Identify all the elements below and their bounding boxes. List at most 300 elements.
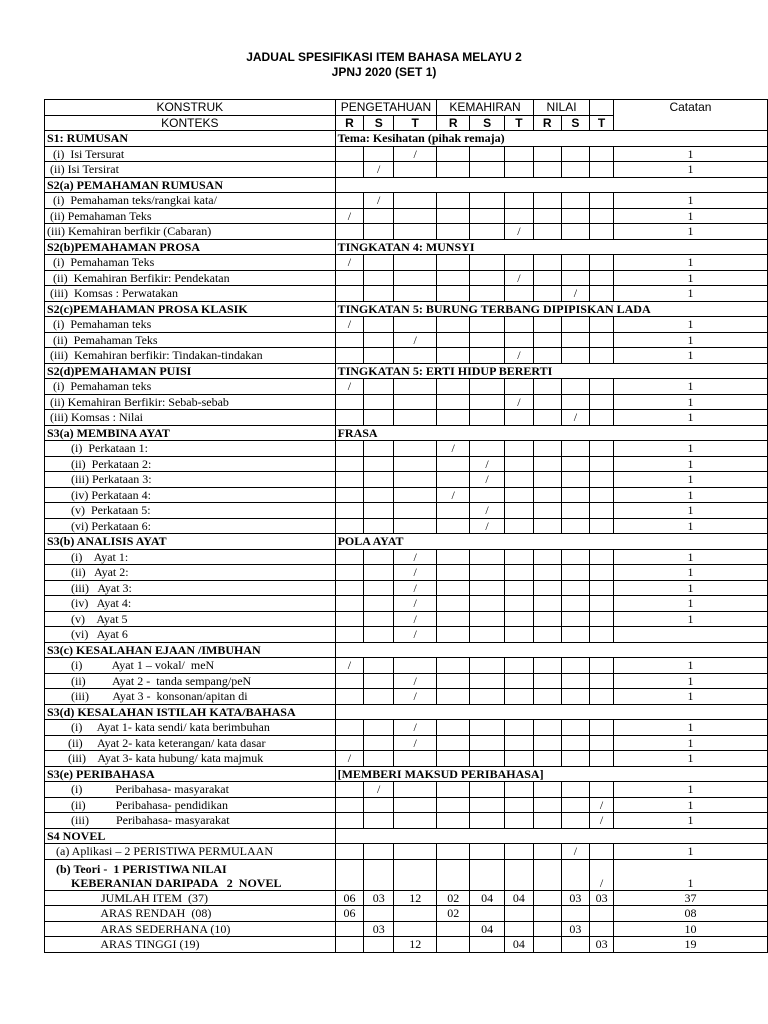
mark-cell — [590, 270, 614, 286]
mark-cell: 04 — [470, 921, 505, 937]
mark-cell — [533, 627, 561, 643]
row-label: (iii) Komsas : Perwatakan — [45, 286, 336, 302]
mark-cell — [505, 859, 534, 890]
mark-cell — [437, 332, 470, 348]
mark-cell: / — [470, 472, 505, 488]
mark-cell — [437, 270, 470, 286]
mark-cell — [533, 689, 561, 705]
mark-cell — [561, 162, 590, 178]
table-row — [45, 348, 768, 364]
mark-cell — [394, 472, 437, 488]
mark-cell — [335, 348, 364, 364]
mark-cell: / — [394, 673, 437, 689]
mark-cell — [394, 379, 437, 395]
mark-cell — [394, 751, 437, 767]
mark-cell — [561, 797, 590, 813]
mark-cell — [533, 317, 561, 333]
mark-cell — [364, 689, 394, 705]
header-sub-r: R — [437, 115, 470, 131]
table-row — [45, 286, 768, 302]
header-blank — [590, 100, 614, 116]
mark-cell — [505, 410, 534, 426]
catatan-cell: 10 — [613, 921, 767, 937]
section-title: S3(d) KESALAHAN ISTILAH KATA/BAHASA — [45, 704, 336, 720]
mark-cell — [364, 146, 394, 162]
row-label: (iii) Komsas : Nilai — [45, 410, 336, 426]
mark-cell — [394, 797, 437, 813]
mark-cell — [335, 921, 364, 937]
mark-cell: / — [561, 844, 590, 860]
mark-cell — [561, 255, 590, 271]
mark-cell — [533, 658, 561, 674]
mark-cell: 04 — [505, 890, 534, 906]
mark-cell — [364, 394, 394, 410]
mark-cell — [505, 813, 534, 829]
mark-cell: / — [505, 348, 534, 364]
mark-cell — [335, 441, 364, 457]
mark-cell — [561, 673, 590, 689]
mark-cell — [335, 487, 364, 503]
mark-cell — [561, 146, 590, 162]
table-row — [45, 658, 768, 674]
mark-cell — [505, 379, 534, 395]
section-context: FRASA — [335, 425, 767, 441]
section-row — [45, 642, 768, 658]
catatan-cell: 08 — [613, 906, 767, 922]
catatan-cell: 1 — [613, 146, 767, 162]
mark-cell — [590, 549, 614, 565]
mark-cell — [505, 720, 534, 736]
mark-cell — [533, 813, 561, 829]
mark-cell — [437, 379, 470, 395]
mark-cell — [590, 487, 614, 503]
row-label: (i) Ayat 1- kata sendi/ kata berimbuhan — [45, 720, 336, 736]
mark-cell — [590, 441, 614, 457]
mark-cell — [590, 146, 614, 162]
mark-cell — [335, 394, 364, 410]
mark-cell — [335, 844, 364, 860]
mark-cell — [561, 518, 590, 534]
row-label: (iii) Kemahiran berfikir (Cabaran) — [45, 224, 336, 240]
mark-cell — [364, 317, 394, 333]
catatan-cell: 1 — [613, 255, 767, 271]
row-label: (iii) Ayat 3: — [45, 580, 336, 596]
mark-cell — [364, 596, 394, 612]
mark-cell — [533, 673, 561, 689]
row-label: (i) Perkataan 1: — [45, 441, 336, 457]
mark-cell — [437, 224, 470, 240]
mark-cell — [437, 689, 470, 705]
mark-cell — [561, 472, 590, 488]
mark-cell — [394, 162, 437, 178]
catatan-cell: 1 — [613, 611, 767, 627]
mark-cell: / — [437, 441, 470, 457]
mark-cell — [505, 456, 534, 472]
mark-cell — [470, 596, 505, 612]
mark-cell — [470, 487, 505, 503]
mark-cell — [590, 565, 614, 581]
mark-cell — [505, 441, 534, 457]
table-row — [45, 782, 768, 798]
header-sub-t: T — [394, 115, 437, 131]
catatan-cell: 1 — [613, 472, 767, 488]
catatan-cell: 1 — [613, 596, 767, 612]
mark-cell — [505, 549, 534, 565]
catatan-cell: 1 — [613, 689, 767, 705]
catatan-cell: 1 — [613, 410, 767, 426]
row-label: (vi) Perkataan 6: — [45, 518, 336, 534]
mark-cell — [364, 797, 394, 813]
section-context: Tema: Kesihatan (pihak remaja) — [335, 131, 767, 147]
row-label: (i) Pemahaman Teks — [45, 255, 336, 271]
mark-cell — [364, 286, 394, 302]
catatan-cell: 19 — [613, 937, 767, 953]
mark-cell — [533, 286, 561, 302]
mark-cell — [505, 782, 534, 798]
mark-cell — [561, 813, 590, 829]
table-row — [45, 689, 768, 705]
catatan-cell: 1 — [613, 456, 767, 472]
header-catatan: Catatan — [613, 100, 767, 131]
section-row — [45, 828, 768, 844]
mark-cell — [533, 472, 561, 488]
catatan-cell: 1 — [613, 270, 767, 286]
section-context: TINGKATAN 5: BURUNG TERBANG DIPIPISKAN LADA — [335, 301, 767, 317]
row-label: ARAS RENDAH (08) — [45, 906, 336, 922]
table-row — [45, 518, 768, 534]
mark-cell — [533, 611, 561, 627]
mark-cell — [437, 208, 470, 224]
row-label-line: (b) Teori - 1 PERISTIWA NILAI — [47, 861, 227, 876]
mark-cell — [394, 270, 437, 286]
catatan-cell: 1 — [613, 844, 767, 860]
mark-cell — [561, 627, 590, 643]
mark-cell — [394, 208, 437, 224]
row-label: (i) Ayat 1 – vokal/ meN — [45, 658, 336, 674]
mark-cell — [364, 735, 394, 751]
mark-cell: / — [335, 751, 364, 767]
mark-cell — [470, 379, 505, 395]
mark-cell — [394, 782, 437, 798]
header-pengetahuan: PENGETAHUAN — [335, 100, 437, 116]
mark-cell — [505, 472, 534, 488]
mark-cell — [533, 270, 561, 286]
mark-cell — [335, 720, 364, 736]
mark-cell: / — [590, 813, 614, 829]
mark-cell — [364, 441, 394, 457]
mark-cell — [533, 596, 561, 612]
section-title: S2(d)PEMAHAMAN PUISI — [45, 363, 336, 379]
catatan-cell — [613, 627, 767, 643]
mark-cell — [394, 348, 437, 364]
mark-cell: 04 — [505, 937, 534, 953]
mark-cell: 02 — [437, 890, 470, 906]
mark-cell — [437, 596, 470, 612]
mark-cell — [470, 751, 505, 767]
catatan-cell: 37 — [613, 890, 767, 906]
mark-cell — [533, 735, 561, 751]
mark-cell — [364, 348, 394, 364]
mark-cell — [561, 937, 590, 953]
header-sub-s: S — [561, 115, 590, 131]
mark-cell — [437, 255, 470, 271]
row-label: (ii) Pemahaman Teks — [45, 332, 336, 348]
mark-cell — [561, 580, 590, 596]
mark-cell — [470, 146, 505, 162]
mark-cell — [437, 859, 470, 890]
mark-cell — [533, 751, 561, 767]
mark-cell — [505, 487, 534, 503]
mark-cell: / — [335, 658, 364, 674]
table-row — [45, 549, 768, 565]
mark-cell: 04 — [470, 890, 505, 906]
row-label: (ii) Ayat 2: — [45, 565, 336, 581]
mark-cell — [590, 332, 614, 348]
mark-cell — [590, 162, 614, 178]
mark-cell — [505, 797, 534, 813]
section-context: TINGKATAN 5: ERTI HIDUP BERERTI — [335, 363, 767, 379]
document-subtitle: JPNJ 2020 (SET 1) — [331, 65, 437, 79]
mark-cell: / — [394, 565, 437, 581]
section-row — [45, 534, 768, 550]
catatan-cell: 1 — [613, 518, 767, 534]
catatan-cell: 1 — [613, 813, 767, 829]
section-title: S3(b) ANALISIS AYAT — [45, 534, 336, 550]
mark-cell — [505, 627, 534, 643]
catatan-cell: 1 — [613, 162, 767, 178]
table-row — [45, 456, 768, 472]
mark-cell — [561, 751, 590, 767]
catatan-cell: 1 — [613, 379, 767, 395]
mark-cell — [470, 255, 505, 271]
mark-cell — [470, 658, 505, 674]
mark-cell — [364, 518, 394, 534]
mark-cell — [335, 813, 364, 829]
mark-cell: / — [335, 208, 364, 224]
mark-cell — [533, 844, 561, 860]
mark-cell: / — [335, 317, 364, 333]
mark-cell — [470, 348, 505, 364]
mark-cell: / — [394, 627, 437, 643]
mark-cell — [335, 673, 364, 689]
header-sub-s: S — [470, 115, 505, 131]
mark-cell: 03 — [561, 921, 590, 937]
mark-cell — [505, 255, 534, 271]
mark-cell — [590, 658, 614, 674]
header-nilai: NILAI — [533, 100, 589, 116]
mark-cell: / — [394, 611, 437, 627]
table-row — [45, 193, 768, 209]
row-label: (ii) Ayat 2- kata keterangan/ kata dasar — [45, 735, 336, 751]
mark-cell — [335, 224, 364, 240]
table-row — [45, 146, 768, 162]
row-label: (ii) Perkataan 2: — [45, 456, 336, 472]
mark-cell — [364, 503, 394, 519]
row-label: (vi) Ayat 6 — [45, 627, 336, 643]
mark-cell — [561, 456, 590, 472]
mark-cell — [335, 735, 364, 751]
mark-cell — [470, 844, 505, 860]
mark-cell — [561, 611, 590, 627]
mark-cell — [335, 859, 364, 890]
mark-cell: / — [590, 859, 614, 890]
catatan-cell: 1 — [613, 565, 767, 581]
mark-cell — [437, 627, 470, 643]
catatan-cell: 1 — [613, 332, 767, 348]
row-label: (iii) Ayat 3- kata hubung/ kata majmuk — [45, 751, 336, 767]
mark-cell — [590, 317, 614, 333]
mark-cell — [364, 456, 394, 472]
mark-cell — [364, 487, 394, 503]
mark-cell: 03 — [590, 890, 614, 906]
mark-cell: / — [364, 162, 394, 178]
mark-cell — [437, 410, 470, 426]
mark-cell — [335, 146, 364, 162]
mark-cell — [364, 906, 394, 922]
mark-cell — [364, 224, 394, 240]
mark-cell — [561, 317, 590, 333]
row-label: (ii) Ayat 2 - tanda sempang/peN — [45, 673, 336, 689]
mark-cell — [505, 735, 534, 751]
table-row — [45, 441, 768, 457]
mark-cell — [364, 255, 394, 271]
mark-cell — [533, 146, 561, 162]
mark-cell — [335, 270, 364, 286]
mark-cell — [437, 813, 470, 829]
table-row — [45, 906, 768, 922]
table-row — [45, 627, 768, 643]
mark-cell — [394, 813, 437, 829]
mark-cell: / — [335, 379, 364, 395]
mark-cell — [470, 162, 505, 178]
mark-cell — [470, 410, 505, 426]
catatan-cell: 1 — [613, 208, 767, 224]
mark-cell — [533, 410, 561, 426]
mark-cell — [394, 456, 437, 472]
mark-cell — [533, 720, 561, 736]
mark-cell — [437, 844, 470, 860]
mark-cell — [470, 286, 505, 302]
mark-cell — [590, 611, 614, 627]
mark-cell — [437, 658, 470, 674]
mark-cell — [364, 565, 394, 581]
mark-cell — [470, 611, 505, 627]
mark-cell — [364, 627, 394, 643]
mark-cell — [394, 518, 437, 534]
header-konstruk: KONSTRUK — [45, 100, 336, 116]
row-label: (ii) Kemahiran Berfikir: Sebab-sebab — [45, 394, 336, 410]
mark-cell — [590, 720, 614, 736]
mark-cell — [561, 503, 590, 519]
mark-cell — [437, 518, 470, 534]
mark-cell — [561, 394, 590, 410]
table-row — [45, 751, 768, 767]
mark-cell — [561, 224, 590, 240]
table-row — [45, 890, 768, 906]
section-context — [335, 642, 767, 658]
mark-cell: / — [590, 797, 614, 813]
mark-cell — [394, 859, 437, 890]
row-label: (ii) Peribahasa- pendidikan — [45, 797, 336, 813]
catatan-cell: 1 — [613, 317, 767, 333]
mark-cell — [561, 906, 590, 922]
mark-cell — [533, 518, 561, 534]
mark-cell — [590, 224, 614, 240]
catatan-cell: 1 — [613, 735, 767, 751]
table-row — [45, 472, 768, 488]
mark-cell — [364, 673, 394, 689]
row-label: (i) Pemahaman teks — [45, 379, 336, 395]
mark-cell — [533, 906, 561, 922]
table-row — [45, 813, 768, 829]
mark-cell — [437, 751, 470, 767]
section-title: S4 NOVEL — [45, 828, 336, 844]
mark-cell — [364, 859, 394, 890]
table-row — [45, 844, 768, 860]
section-title: S3(e) PERIBAHASA — [45, 766, 336, 782]
table-row — [45, 487, 768, 503]
mark-cell — [470, 813, 505, 829]
mark-cell — [533, 487, 561, 503]
mark-cell — [470, 332, 505, 348]
mark-cell — [470, 782, 505, 798]
catatan-cell: 1 — [613, 503, 767, 519]
mark-cell — [437, 286, 470, 302]
row-label — [45, 859, 336, 890]
mark-cell: / — [364, 782, 394, 798]
row-label: (iii) Kemahiran berfikir: Tindakan-tindakan — [45, 348, 336, 364]
mark-cell — [590, 906, 614, 922]
section-title: S2(a) PEMAHAMAN RUMUSAN — [45, 177, 336, 193]
mark-cell: 03 — [364, 890, 394, 906]
mark-cell: / — [394, 332, 437, 348]
mark-cell — [335, 611, 364, 627]
mark-cell — [364, 332, 394, 348]
table-row — [45, 673, 768, 689]
row-label: (iv) Ayat 4: — [45, 596, 336, 612]
mark-cell — [533, 224, 561, 240]
mark-cell — [505, 193, 534, 209]
mark-cell — [335, 472, 364, 488]
mark-cell — [470, 580, 505, 596]
mark-cell: / — [505, 224, 534, 240]
mark-cell — [561, 689, 590, 705]
mark-cell — [335, 565, 364, 581]
table-row — [45, 859, 768, 890]
mark-cell — [470, 193, 505, 209]
mark-cell: 06 — [335, 890, 364, 906]
table-row — [45, 255, 768, 271]
mark-cell — [590, 596, 614, 612]
mark-cell — [364, 379, 394, 395]
table-row — [45, 332, 768, 348]
mark-cell — [505, 906, 534, 922]
header-sub-t: T — [505, 115, 534, 131]
table-row — [45, 937, 768, 953]
mark-cell — [437, 580, 470, 596]
row-label: ARAS SEDERHANA (10) — [45, 921, 336, 937]
mark-cell — [364, 611, 394, 627]
mark-cell — [335, 332, 364, 348]
mark-cell — [590, 472, 614, 488]
mark-cell: / — [505, 394, 534, 410]
row-label: (iv) Perkataan 4: — [45, 487, 336, 503]
mark-cell — [335, 627, 364, 643]
mark-cell — [505, 658, 534, 674]
header-sub-r: R — [533, 115, 561, 131]
mark-cell — [470, 720, 505, 736]
catatan-cell: 1 — [613, 487, 767, 503]
